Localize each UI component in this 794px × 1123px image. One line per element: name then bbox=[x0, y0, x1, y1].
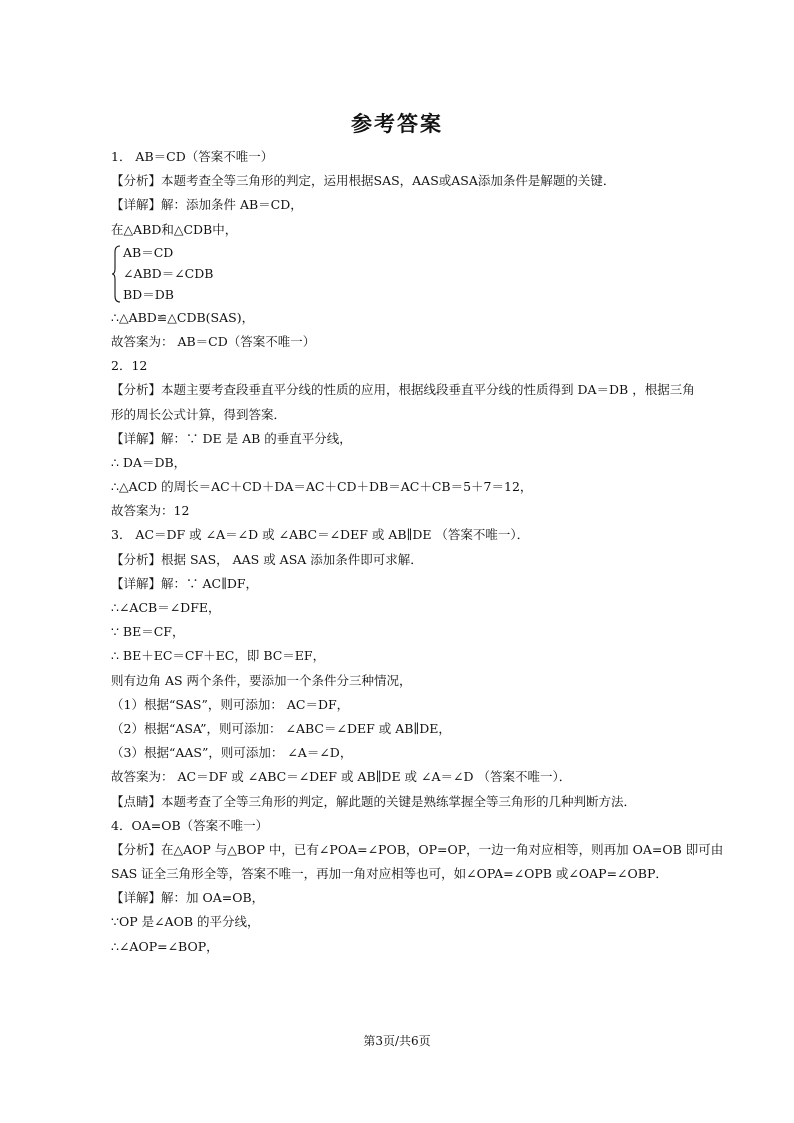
text-line: 4．OA=OB（答案不唯一） bbox=[111, 817, 269, 833]
text-line: 故答案为： AC＝DF 或 ∠ABC＝∠DEF 或 AB∥DE 或 ∠A＝∠D （答案不唯一）． bbox=[111, 769, 572, 785]
text-line: 3． AC＝DF 或 ∠A＝∠D 或 ∠ABC＝∠DEF 或 AB∥DE （答案不唯一）． bbox=[111, 527, 530, 543]
text-line: ∴∠AOP=∠BOP， bbox=[111, 938, 219, 954]
text-line: ∴△ACD 的周长＝AC＋CD＋DA＝AC＋CD＋DB＝AC＋CB＝5＋7＝12， bbox=[111, 479, 533, 495]
equation-line: ∠ABD＝∠CDB bbox=[123, 265, 214, 281]
equation-system bbox=[111, 243, 691, 304]
text-line: 【详解】解：∵ DE 是 AB 的垂直平分线， bbox=[111, 430, 352, 446]
left-brace-icon bbox=[111, 243, 121, 304]
text-line: ∴ DA＝DB， bbox=[111, 454, 187, 470]
text-line: 【分析】本题主要考查段垂直平分线的性质的应用，根据线段垂直平分线的性质得到 DA＝DB ，根据三角 bbox=[111, 382, 695, 398]
text-line: （3）根据“AAS”，则可添加： ∠A＝∠D， bbox=[111, 745, 353, 761]
text-line: 故答案为：12 bbox=[111, 503, 190, 519]
text-line: ∴∠ACB＝∠DFE， bbox=[111, 600, 221, 615]
text-line: ∴ BE＋EC＝CF＋EC，即 BC＝EF， bbox=[111, 648, 326, 664]
text-line: ∵OP 是∠AOB 的平分线， bbox=[111, 914, 260, 930]
text-line: ∵ BE＝CF， bbox=[111, 624, 185, 640]
text-line: （2）根据“ASA”，则可添加： ∠ABC＝∠DEF 或 AB∥DE， bbox=[111, 720, 451, 736]
text-line: 【分析】本题考查全等三角形的判定，运用根据SAS，AAS或ASA添加条件是解题的关键． bbox=[111, 173, 616, 189]
equation-line: AB＝CD bbox=[123, 244, 174, 260]
text-line: 形的周长公式计算，得到答案． bbox=[111, 406, 287, 422]
equation-line: BD＝DB bbox=[123, 286, 174, 302]
text-line: 1． AB＝CD（答案不唯一） bbox=[111, 149, 274, 164]
text-line: 【分析】在△AOP 与△BOP 中，已有∠POA=∠POB，OP=OP，一边一角对应相等，则再加 OA=OB 即可由 bbox=[111, 841, 724, 857]
text-line: （1）根据“SAS”，则可添加： AC＝DF， bbox=[111, 696, 350, 712]
page-title: 参考答案 bbox=[351, 111, 443, 136]
text-line: ∴△ABD≌△CDB(SAS)， bbox=[111, 309, 255, 325]
text-line: 【详解】解：∵ AC∥DF， bbox=[111, 575, 259, 591]
text-line: 2．12 bbox=[111, 358, 148, 374]
text-line: SAS 证全三角形全等，答案不唯一，再加一角对应相等也可，如∠OPA=∠OPB 或∠OAP=∠OBP． bbox=[111, 866, 668, 882]
text-line: 【详解】解：加 OA=OB， bbox=[111, 890, 265, 906]
text-line: 则有边角 AS 两个条件，要添加一个条件分三种情况， bbox=[111, 672, 412, 688]
text-line: 在△ABD和△CDB中， bbox=[111, 221, 238, 237]
text-line: 故答案为： AB＝CD（答案不唯一） bbox=[111, 333, 316, 349]
text-line: 【点睛】本题考查了全等三角形的判定，解此题的关键是熟练掌握全等三角形的几种判断方法． bbox=[111, 793, 637, 809]
text-line: 【详解】解：添加条件 AB＝CD， bbox=[111, 197, 303, 213]
text-line: 【分析】根据 SAS， AAS 或 ASA 添加条件即可求解． bbox=[111, 551, 423, 567]
answer-content bbox=[111, 145, 724, 959]
page-footer: 第3页/共6页 bbox=[363, 1034, 431, 1048]
